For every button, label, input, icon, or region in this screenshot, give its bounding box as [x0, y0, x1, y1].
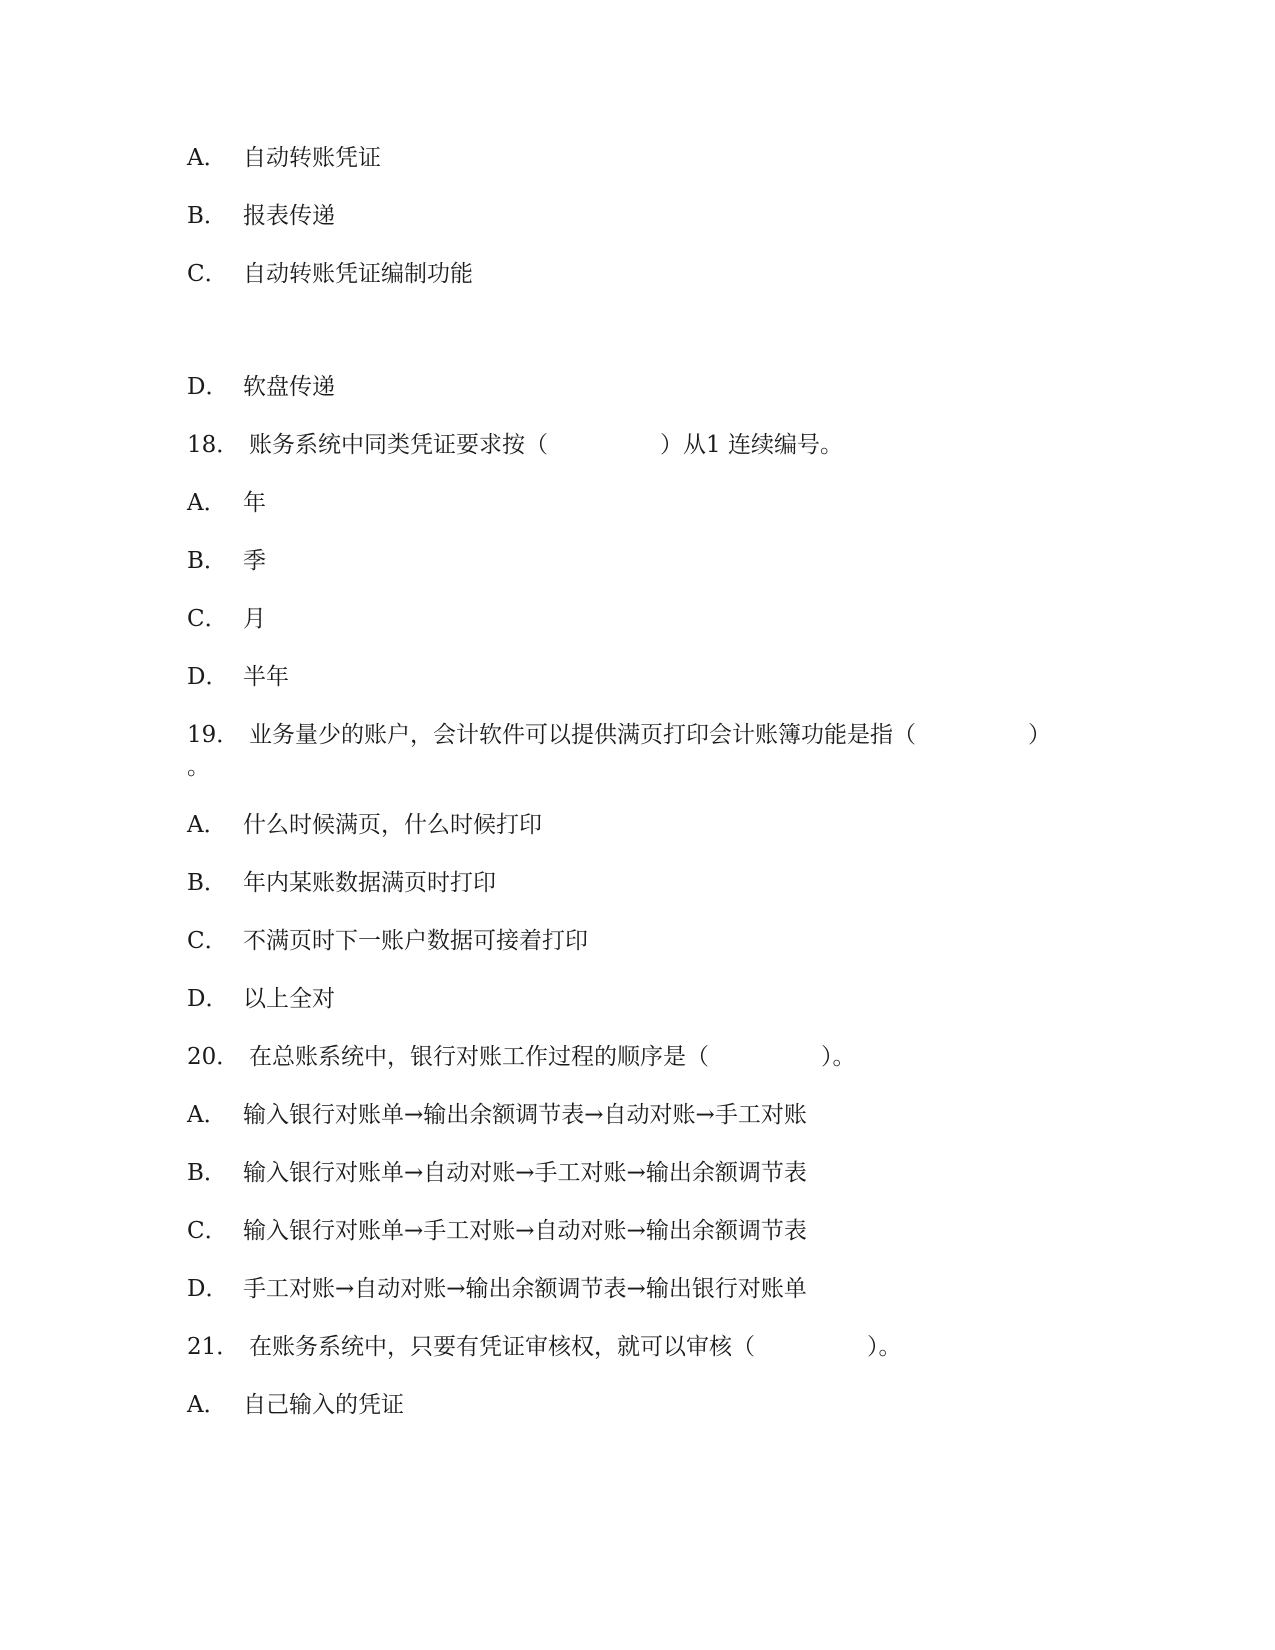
- option-text: 不满页时下一账户数据可接着打印: [243, 928, 588, 954]
- q18-option-c: [187, 604, 266, 634]
- q19-stem-wrap: 。: [187, 754, 210, 780]
- option-text: 自动转账凭证: [243, 145, 381, 171]
- question-number: 18．: [187, 432, 240, 458]
- option-letter: C．: [187, 1218, 228, 1244]
- question-stem-end: ）: [1028, 722, 1051, 748]
- question-number: 20．: [187, 1044, 240, 1070]
- option-text: 半年: [243, 664, 289, 690]
- question-number: 21．: [187, 1334, 240, 1360]
- q17-option-a: [187, 143, 381, 173]
- option-letter: A．: [187, 812, 227, 838]
- question-stem-end: ）。: [821, 1044, 856, 1070]
- option-text: 季: [243, 548, 266, 574]
- q19-option-d: [187, 984, 335, 1014]
- q19-option-a: [187, 810, 542, 840]
- option-letter: C．: [187, 928, 228, 954]
- question-stem-start: 业务量少的账户，会计软件可以提供满页打印会计账簿功能是指（: [249, 722, 916, 748]
- option-letter: B．: [187, 203, 227, 229]
- q18-option-a: [187, 488, 266, 518]
- option-text: 自动转账凭证编制功能: [243, 261, 473, 287]
- option-letter: A．: [187, 145, 227, 171]
- q19-option-b: [187, 868, 496, 898]
- option-letter: D．: [187, 374, 229, 400]
- option-text: 什么时候满页，什么时候打印: [243, 812, 542, 838]
- question-stem-start: 在总账系统中，银行对账工作过程的顺序是（: [249, 1044, 709, 1070]
- option-letter: D．: [187, 986, 229, 1012]
- option-letter: D．: [187, 664, 229, 690]
- q18-stem: [187, 430, 843, 460]
- question-stem-end: ）从1 连续编号。: [660, 432, 843, 458]
- q20-option-c: [187, 1216, 807, 1246]
- option-letter: C．: [187, 606, 228, 632]
- option-letter: B．: [187, 1160, 227, 1186]
- q17-option-d: [187, 372, 335, 402]
- question-stem-start: 账务系统中同类凭证要求按（: [249, 432, 548, 458]
- option-text: 以上全对: [243, 986, 335, 1012]
- question-stem-end: ）。: [867, 1334, 902, 1360]
- option-text: 年: [243, 490, 266, 516]
- q19-option-c: [187, 926, 588, 956]
- option-text: 手工对账→自动对账→输出余额调节表→输出银行对账单: [243, 1276, 807, 1302]
- option-letter: B．: [187, 548, 227, 574]
- option-text: 输入银行对账单→手工对账→自动对账→输出余额调节表: [243, 1218, 807, 1244]
- q18-option-d: [187, 662, 289, 692]
- q17-option-c: [187, 259, 473, 289]
- option-text: 输入银行对账单→输出余额调节表→自动对账→手工对账: [243, 1102, 807, 1128]
- q20-option-b: [187, 1158, 807, 1188]
- option-letter: A．: [187, 490, 227, 516]
- option-text: 软盘传递: [243, 374, 335, 400]
- option-letter: D．: [187, 1276, 229, 1302]
- q21-stem: [187, 1332, 902, 1362]
- option-text: 自己输入的凭证: [243, 1392, 404, 1418]
- q20-option-a: [187, 1100, 807, 1130]
- q21-option-a: [187, 1390, 404, 1420]
- q18-option-b: [187, 546, 266, 576]
- question-number: 19．: [187, 722, 240, 748]
- q19-stem: [187, 720, 1051, 750]
- option-text: 月: [243, 606, 266, 632]
- q20-stem: [187, 1042, 856, 1072]
- q17-option-b: [187, 201, 335, 231]
- option-letter: C．: [187, 261, 228, 287]
- q20-option-d: [187, 1274, 807, 1304]
- option-text: 报表传递: [243, 203, 335, 229]
- question-stem-start: 在账务系统中，只要有凭证审核权，就可以审核（: [249, 1334, 755, 1360]
- option-letter: B．: [187, 870, 227, 896]
- option-text: 输入银行对账单→自动对账→手工对账→输出余额调节表: [243, 1160, 807, 1186]
- option-text: 年内某账数据满页时打印: [243, 870, 496, 896]
- option-letter: A．: [187, 1102, 227, 1128]
- option-letter: A．: [187, 1392, 227, 1418]
